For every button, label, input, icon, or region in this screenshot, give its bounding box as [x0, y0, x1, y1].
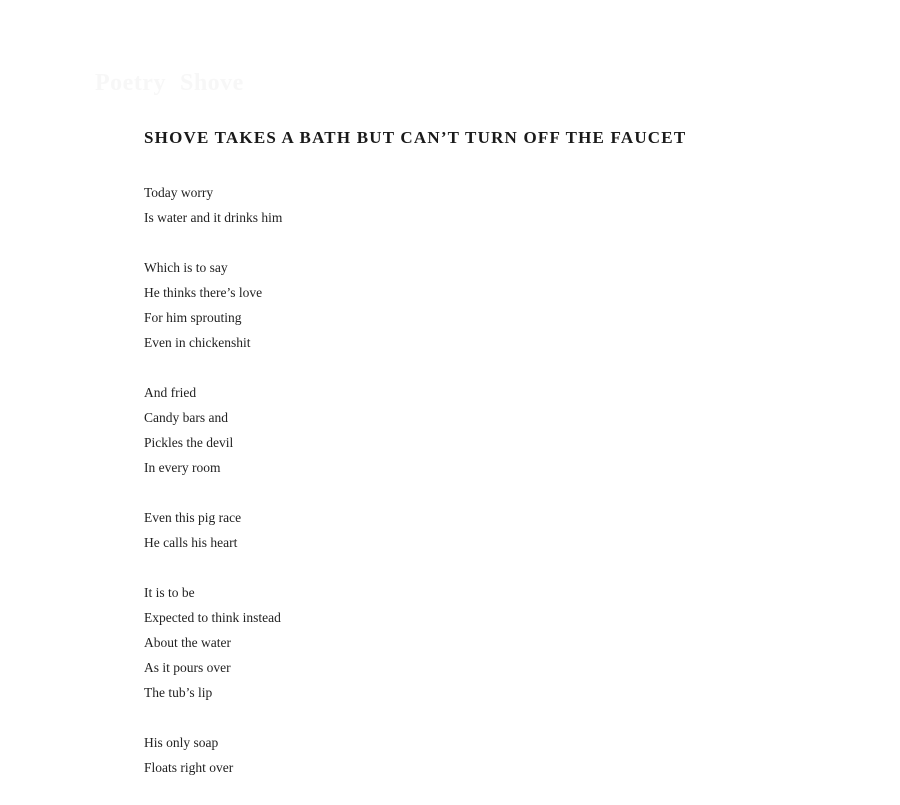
- stanza-1: [144, 180, 844, 230]
- poem-body: [144, 180, 844, 780]
- faint-header-word-left: Poetry: [95, 69, 166, 96]
- poem-line: It is to be: [144, 585, 195, 600]
- poem-line: As it pours over: [144, 660, 231, 675]
- faint-header-word-right: Shove: [179, 69, 244, 96]
- poem-line: The tub’s lip: [144, 685, 213, 700]
- poem-line: About the water: [144, 635, 231, 650]
- poem-line: Even in chickenshit: [144, 335, 251, 350]
- poem-line: He thinks there’s love: [144, 285, 263, 300]
- stanza-6: [144, 730, 844, 780]
- poem-page: [144, 128, 844, 805]
- poem-line: For him sprouting: [144, 310, 242, 325]
- stanza-2: [144, 255, 844, 355]
- poem-title: SHOVE TAKES A BATH BUT CAN’T TURN OFF THE FAUCET: [144, 128, 687, 147]
- faint-header-logo: [95, 68, 345, 98]
- poem-line: Expected to think instead: [144, 610, 281, 625]
- poem-line: His only soap: [144, 735, 219, 750]
- poem-line: In every room: [144, 460, 221, 475]
- poem-line: And fried: [144, 385, 197, 400]
- stanza-5: [144, 580, 844, 705]
- poem-line: Candy bars and: [144, 410, 228, 425]
- poem-line: Which is to say: [144, 260, 228, 275]
- poem-line: Today worry: [144, 185, 214, 200]
- poem-line: Floats right over: [144, 760, 234, 775]
- poem-line: He calls his heart: [144, 535, 238, 550]
- poem-line: Pickles the devil: [144, 435, 234, 450]
- poem-line: Even this pig race: [144, 510, 242, 525]
- stanza-4: [144, 505, 844, 555]
- stanza-3: [144, 380, 844, 480]
- poem-line: Is water and it drinks him: [144, 210, 283, 225]
